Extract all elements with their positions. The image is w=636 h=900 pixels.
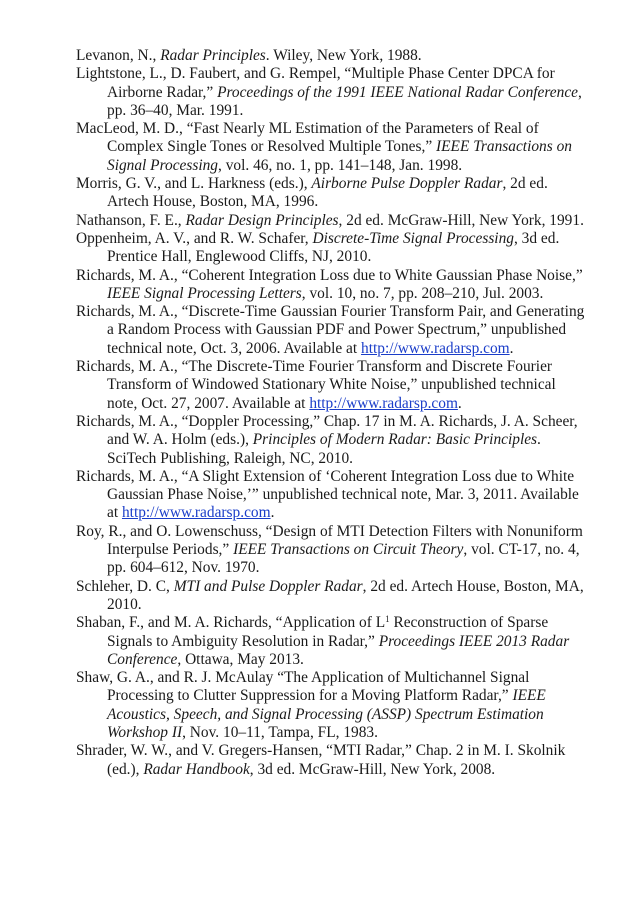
reference-entry bbox=[76, 413, 588, 468]
reference-text: Richards, M. A., “The Discrete-Time Fourier Transform and Discrete Fourier Transform of Windowed Stationary White Noise,” unpublished technical note, Oct. 27, 2007. Available at bbox=[76, 358, 556, 412]
reference-link[interactable]: http://www.radarsp.com bbox=[361, 339, 510, 357]
reference-entry bbox=[76, 742, 588, 779]
reference-link[interactable]: http://www.radarsp.com bbox=[121, 504, 271, 522]
reference-text: Schleher, D. C, bbox=[76, 577, 174, 595]
reference-title: IEEE Transactions on Circuit Theory bbox=[233, 541, 464, 559]
reference-text: Richards, M. A., “Doppler Processing,” Chap. 17 in M. A. Richards, J. A. Scheer, and W. A. Holm (eds.), bbox=[76, 412, 578, 449]
reference-text: Shaban, F., and M. A. Richards, “Application of L bbox=[76, 614, 386, 632]
reference-title: Proceedings IEEE 2013 Radar Conference bbox=[107, 632, 570, 668]
reference-text: . Wiley, New York, 1988. bbox=[265, 47, 422, 64]
reference-text: . bbox=[270, 504, 275, 522]
reference-entry bbox=[76, 614, 588, 669]
reference-entry bbox=[76, 303, 588, 358]
reference-title: IEEE Acoustics, Speech, and Signal Processing (ASSP) Spectrum Estimation Workshop II bbox=[107, 687, 546, 741]
reference-link[interactable]: http://www.radarsp.com bbox=[309, 394, 458, 412]
reference-entry bbox=[76, 358, 588, 413]
reference-text: Richards, M. A., “A Slight Extension of ‘Coherent Integration Loss due to White Gaussian Phase Noise,’” unpublished technical note, Mar. 3, 2011. Available at bbox=[76, 467, 579, 522]
reference-entry bbox=[76, 212, 588, 230]
reference-entry bbox=[76, 669, 588, 742]
reference-text: Shaw, G. A., and R. J. McAulay “The Application of Multichannel Signal Processing to Clutter Suppression for a Moving Platform Radar,” bbox=[76, 669, 530, 705]
reference-entry bbox=[76, 47, 588, 65]
reference-text: . SciTech Publishing, Raleigh, NC, 2010. bbox=[107, 431, 541, 467]
reference-entry bbox=[76, 120, 588, 175]
reference-text: , pp. 36–40, Mar. 1991. bbox=[107, 83, 582, 119]
reference-title: Principles of Modern Radar: Basic Principles bbox=[252, 431, 538, 449]
reference-text: MacLeod, M. D., “Fast Nearly ML Estimation of the Parameters of Real of Complex Single Tones or Resolved Multiple Tones,” bbox=[76, 120, 539, 156]
reference-text: , Ottawa, May 2013. bbox=[177, 650, 304, 668]
reference-list bbox=[76, 47, 588, 779]
reference-text: Richards, M. A., “Coherent Integration Loss due to White Gaussian Phase Noise,” bbox=[76, 266, 583, 284]
reference-entry bbox=[76, 175, 588, 212]
reference-title: Proceedings of the 1991 IEEE National Radar Conference bbox=[217, 83, 578, 101]
reference-entry bbox=[76, 578, 588, 615]
reference-text: . bbox=[457, 394, 462, 412]
reference-entry bbox=[76, 468, 588, 523]
reference-text: , vol. 10, no. 7, pp. 208–210, Jul. 2003. bbox=[301, 284, 544, 302]
reference-title: Radar Design Principles bbox=[185, 211, 339, 229]
reference-title: Discrete-Time Signal Processing bbox=[312, 229, 514, 247]
reference-title: Airborne Pulse Doppler Radar bbox=[311, 175, 503, 193]
reference-text: . bbox=[509, 339, 514, 357]
reference-title: Radar Principles bbox=[160, 47, 266, 64]
reference-text: Roy, R., and O. Lowenschuss, “Design of MTI Detection Filters with Nonuniform Interpulse Periods,” bbox=[76, 522, 583, 559]
reference-text: , 3d ed. Prentice Hall, Englewood Cliffs, NJ, 2010. bbox=[107, 229, 560, 266]
reference-text: Richards, M. A., “Discrete-Time Gaussian Fourier Transform Pair, and Generating a Random Process with Gaussian PDF and Power Spectrum,” unpublished technical note, Oct. 3, 2006. Available at bbox=[76, 303, 585, 357]
superscript: 1 bbox=[385, 614, 390, 625]
reference-text: , 3d ed. McGraw-Hill, New York, 2008. bbox=[249, 760, 496, 778]
reference-entry bbox=[76, 523, 588, 578]
reference-text: Lightstone, L., D. Faubert, and G. Rempel, “Multiple Phase Center DPCA for Airborne Radar,” bbox=[76, 65, 555, 101]
reference-text: Shrader, W. W., and V. Gregers-Hansen, “MTI Radar,” Chap. 2 in M. I. Skolnik (ed.), bbox=[76, 742, 566, 778]
reference-text: , Nov. 10–11, Tampa, FL, 1983. bbox=[182, 723, 378, 741]
reference-entry bbox=[76, 267, 588, 304]
reference-title: MTI and Pulse Doppler Radar bbox=[173, 577, 363, 595]
reference-text: Morris, G. V., and L. Harkness (eds.), bbox=[76, 175, 312, 193]
reference-text: Reconstruction of Sparse Signals to Ambiguity Resolution in Radar,” bbox=[107, 614, 549, 650]
reference-text: , vol. CT-17, no. 4, pp. 604–612, Nov. 1970. bbox=[107, 541, 580, 577]
reference-text: Oppenheim, A. V., and R. W. Schafer, bbox=[76, 229, 313, 247]
reference-title: IEEE Transactions on Signal Processing bbox=[107, 138, 572, 174]
reference-entry bbox=[76, 230, 588, 267]
reference-title: Radar Handbook bbox=[143, 760, 250, 778]
reference-text: , 2d ed. McGraw-Hill, New York, 1991. bbox=[338, 211, 584, 229]
reference-text: Levanon, N., bbox=[76, 47, 161, 64]
reference-text: , 2d ed. Artech House, Boston, MA, 1996. bbox=[107, 175, 548, 211]
reference-title: IEEE Signal Processing Letters bbox=[107, 284, 302, 302]
reference-entry bbox=[76, 65, 588, 120]
reference-text: Nathanson, F. E., bbox=[76, 211, 186, 229]
reference-text: , vol. 46, no. 1, pp. 141–148, Jan. 1998. bbox=[218, 156, 463, 174]
reference-text: , 2d ed. Artech House, Boston, MA, 2010. bbox=[107, 577, 584, 613]
